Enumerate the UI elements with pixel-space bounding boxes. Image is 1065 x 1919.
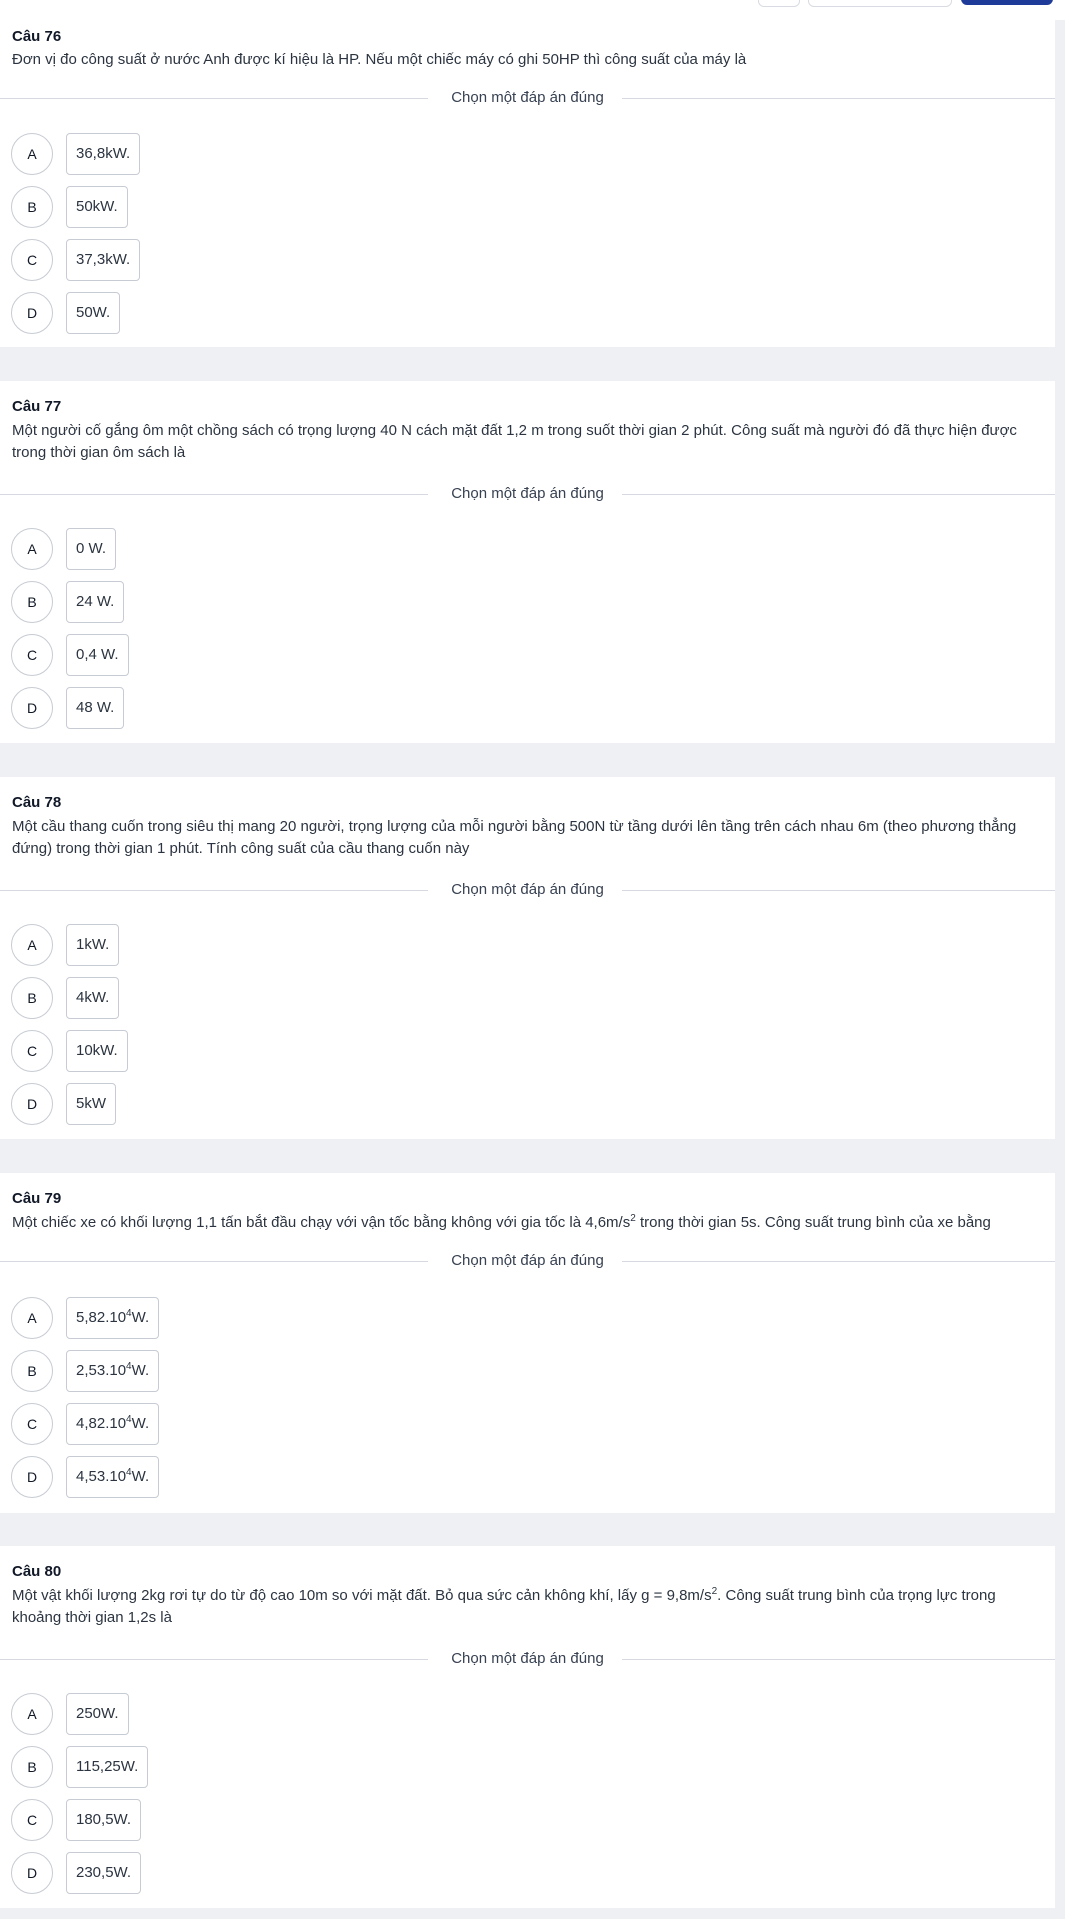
instruction-divider bbox=[0, 88, 1055, 108]
option-answer[interactable]: 115,25W. bbox=[66, 1746, 148, 1788]
option-answer[interactable]: 4,53.10$^4$W. bbox=[66, 1456, 159, 1498]
question-text: Một cầu thang cuốn trong siêu thị mang 20 người, trọng lượng của mỗi người bằng 500N từ tầng dưới lên tầng trên cách nhau 6m (theo phương thẳng đứng) trong thời gian 1 phút. Tính công suất của cầu thang cuốn này bbox=[12, 818, 1017, 857]
option-letter[interactable]: B bbox=[11, 1746, 53, 1788]
instruction-label: Chọn một đáp án đúng bbox=[437, 485, 618, 502]
instruction-label: Chọn một đáp án đúng bbox=[437, 89, 618, 106]
question-number: Câu 80 bbox=[12, 1563, 62, 1580]
instruction-label: Chọn một đáp án đúng bbox=[437, 1252, 618, 1269]
option-answer[interactable]: 10kW. bbox=[66, 1030, 128, 1072]
option-letter[interactable]: D bbox=[11, 292, 53, 334]
option-answer[interactable]: 24 W. bbox=[66, 581, 124, 623]
option-answer[interactable]: 4kW. bbox=[66, 977, 119, 1019]
question-number: Câu 79 bbox=[12, 1190, 62, 1207]
option-answer[interactable]: 37,3kW. bbox=[66, 239, 140, 281]
question-card-77 bbox=[0, 381, 1055, 743]
option-answer[interactable]: 2,53.10$^4$W. bbox=[66, 1350, 159, 1392]
question-card-78 bbox=[0, 777, 1055, 1139]
instruction-divider bbox=[0, 484, 1055, 504]
option-letter[interactable]: D bbox=[11, 1083, 53, 1125]
option-answer[interactable]: 180,5W. bbox=[66, 1799, 141, 1841]
option-letter[interactable]: C bbox=[11, 1403, 53, 1445]
question-card-80 bbox=[0, 1546, 1055, 1908]
nav-button[interactable] bbox=[758, 0, 800, 7]
option-letter[interactable]: B bbox=[11, 581, 53, 623]
option-letter[interactable]: A bbox=[11, 133, 53, 175]
option-answer[interactable]: 0,4 W. bbox=[66, 634, 129, 676]
option-letter[interactable]: C bbox=[11, 1030, 53, 1072]
option-letter[interactable]: C bbox=[11, 239, 53, 281]
question-number: Câu 78 bbox=[12, 794, 62, 811]
top-toolbar bbox=[0, 0, 1065, 20]
option-letter[interactable]: D bbox=[11, 1456, 53, 1498]
option-letter[interactable]: B bbox=[11, 1350, 53, 1392]
instruction-divider bbox=[0, 880, 1055, 900]
option-letter[interactable]: B bbox=[11, 977, 53, 1019]
option-letter[interactable]: A bbox=[11, 1297, 53, 1339]
option-answer[interactable]: 0 W. bbox=[66, 528, 116, 570]
instruction-divider bbox=[0, 1649, 1055, 1669]
question-card-76 bbox=[0, 20, 1055, 347]
option-answer[interactable]: 1kW. bbox=[66, 924, 119, 966]
option-answer[interactable]: 250W. bbox=[66, 1693, 129, 1735]
option-letter[interactable]: A bbox=[11, 1693, 53, 1735]
instruction-divider bbox=[0, 1251, 1055, 1271]
option-letter[interactable]: A bbox=[11, 528, 53, 570]
option-answer[interactable]: 50W. bbox=[66, 292, 120, 334]
instruction-label: Chọn một đáp án đúng bbox=[437, 881, 618, 898]
option-answer[interactable]: 5,82.10$^4$W. bbox=[66, 1297, 159, 1339]
question-text: Một người cố gắng ôm một chồng sách có trọng lượng 40 N cách mặt đất 1,2 m trong suốt thời gian 2 phút. Công suất mà người đó đã thực hiện được trong thời gian ôm sách là bbox=[12, 422, 1017, 461]
question-number: Câu 77 bbox=[12, 398, 62, 415]
question-card-79 bbox=[0, 1173, 1055, 1513]
question-text: Một vật khối lượng 2kg rơi tự do từ độ cao 10m so với mặt đất. Bỏ qua sức cản không khí, lấy $g = 9,8m/s^2$. Công suất trung bình của trọng lực trong khoảng thời gian 1,2s là bbox=[12, 1586, 996, 1626]
nav-button[interactable] bbox=[808, 0, 952, 7]
question-text: Đơn vị đo công suất ở nước Anh được kí hiệu là HP. Nếu một chiếc máy có ghi 50HP thì công suất của máy là bbox=[12, 51, 747, 68]
option-answer[interactable]: 50kW. bbox=[66, 186, 128, 228]
option-answer[interactable]: 48 W. bbox=[66, 687, 124, 729]
option-letter[interactable]: D bbox=[11, 687, 53, 729]
option-answer[interactable]: 230,5W. bbox=[66, 1852, 141, 1894]
question-text: Một chiếc xe có khối lượng 1,1 tấn bắt đầu chạy với vận tốc bằng không với gia tốc là $4,6m/s^2$ trong thời gian 5s. Công suất trung bình của xe bằng bbox=[12, 1213, 991, 1231]
option-letter[interactable]: C bbox=[11, 1799, 53, 1841]
submit-button[interactable] bbox=[961, 0, 1053, 5]
option-letter[interactable]: C bbox=[11, 634, 53, 676]
option-letter[interactable]: D bbox=[11, 1852, 53, 1894]
option-answer[interactable]: 36,8kW. bbox=[66, 133, 140, 175]
option-letter[interactable]: B bbox=[11, 186, 53, 228]
option-answer[interactable]: 4,82.10$^4$W. bbox=[66, 1403, 159, 1445]
instruction-label: Chọn một đáp án đúng bbox=[437, 1650, 618, 1667]
option-letter[interactable]: A bbox=[11, 924, 53, 966]
question-number: Câu 76 bbox=[12, 28, 62, 45]
option-answer[interactable]: 5kW bbox=[66, 1083, 116, 1125]
